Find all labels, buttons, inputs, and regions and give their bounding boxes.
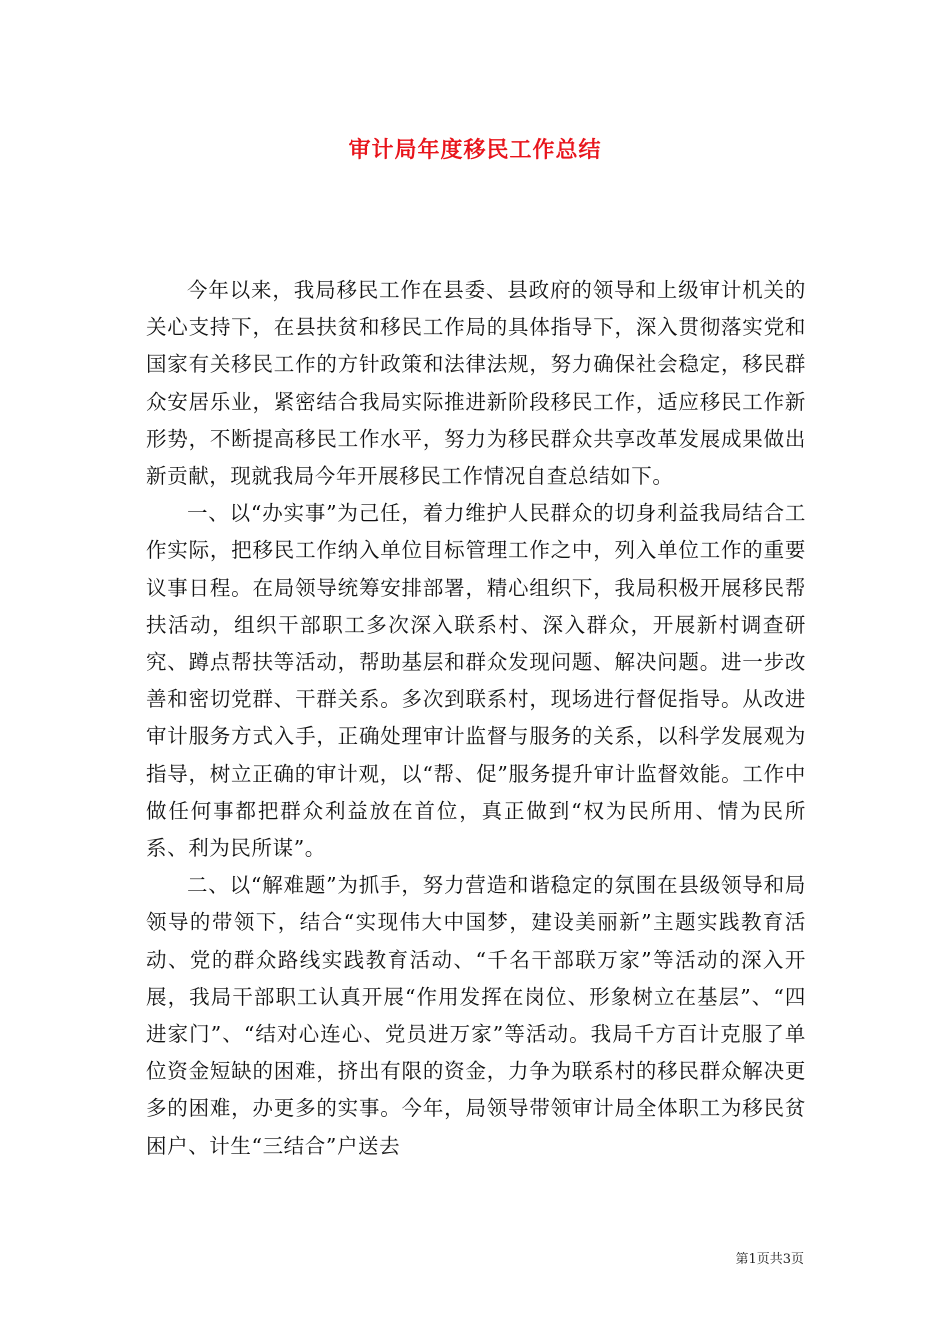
paragraph-section-one: 一、以“办实事”为己任，着力维护人民群众的切身利益我局结合工作实际，把移民工作纳入单位目标管理工作之中，列入单位工作的重要议事日程。在局领导统筹安排部署，精心组织下，我局积极开展移民帮扶活动，组织干部职工多次深入联系村、深入群众，开展新村调查研究、蹲点帮扶等活动，帮助基层和群众发现问题、解决问题。进一步改善和密切党群、干群关系。多次到联系村，现场进行督促指导。从改进审计服务方式入手，正确处理审计监督与服务的关系，以科学发展观为指导，树立正确的审计观，以“帮、促”服务提升审计监督效能。工作中做任何事都把群众利益放在首位，真正做到“权为民所用、情为民所系、利为民所谋”。 [146,501,806,861]
page-number: 第1页共3页 [735,1252,804,1267]
paragraph-intro: 今年以来，我局移民工作在县委、县政府的领导和上级审计机关的关心支持下，在县扶贫和移民工作局的具体指导下，深入贯彻落实党和国家有关移民工作的方针政策和法律法规，努力确保社会稳定，移民群众安居乐业，紧密结合我局实际推进新阶段移民工作，适应移民工作新形势，不断提高移民工作水平，努力为移民群众共享改革发展成果做出新贡献，现就我局今年开展移民工作情况自查总结如下。 [146,278,806,489]
document-body [146,272,806,1165]
document-title: 审计局年度移民工作总结 [348,137,602,163]
paragraph-section-two: 二、以“解难题”为抓手，努力营造和谐稳定的氛围在县级领导和局领导的带领下，结合“实现伟大中国梦，建设美丽新”主题实践教育活动、党的群众路线实践教育活动、“千名干部联万家”等活动的深入开展，我局干部职工认真开展“作用发挥在岗位、形象树立在基层”、“四进家门”、“结对心连心、党员进万家”等活动。我局千方百计克服了单位资金短缺的困难，挤出有限的资金，力争为联系村的移民群众解决更多的困难，办更多的实事。今年，局领导带领审计局全体职工为移民贫困户、计生“三结合”户送去 [146,873,806,1158]
